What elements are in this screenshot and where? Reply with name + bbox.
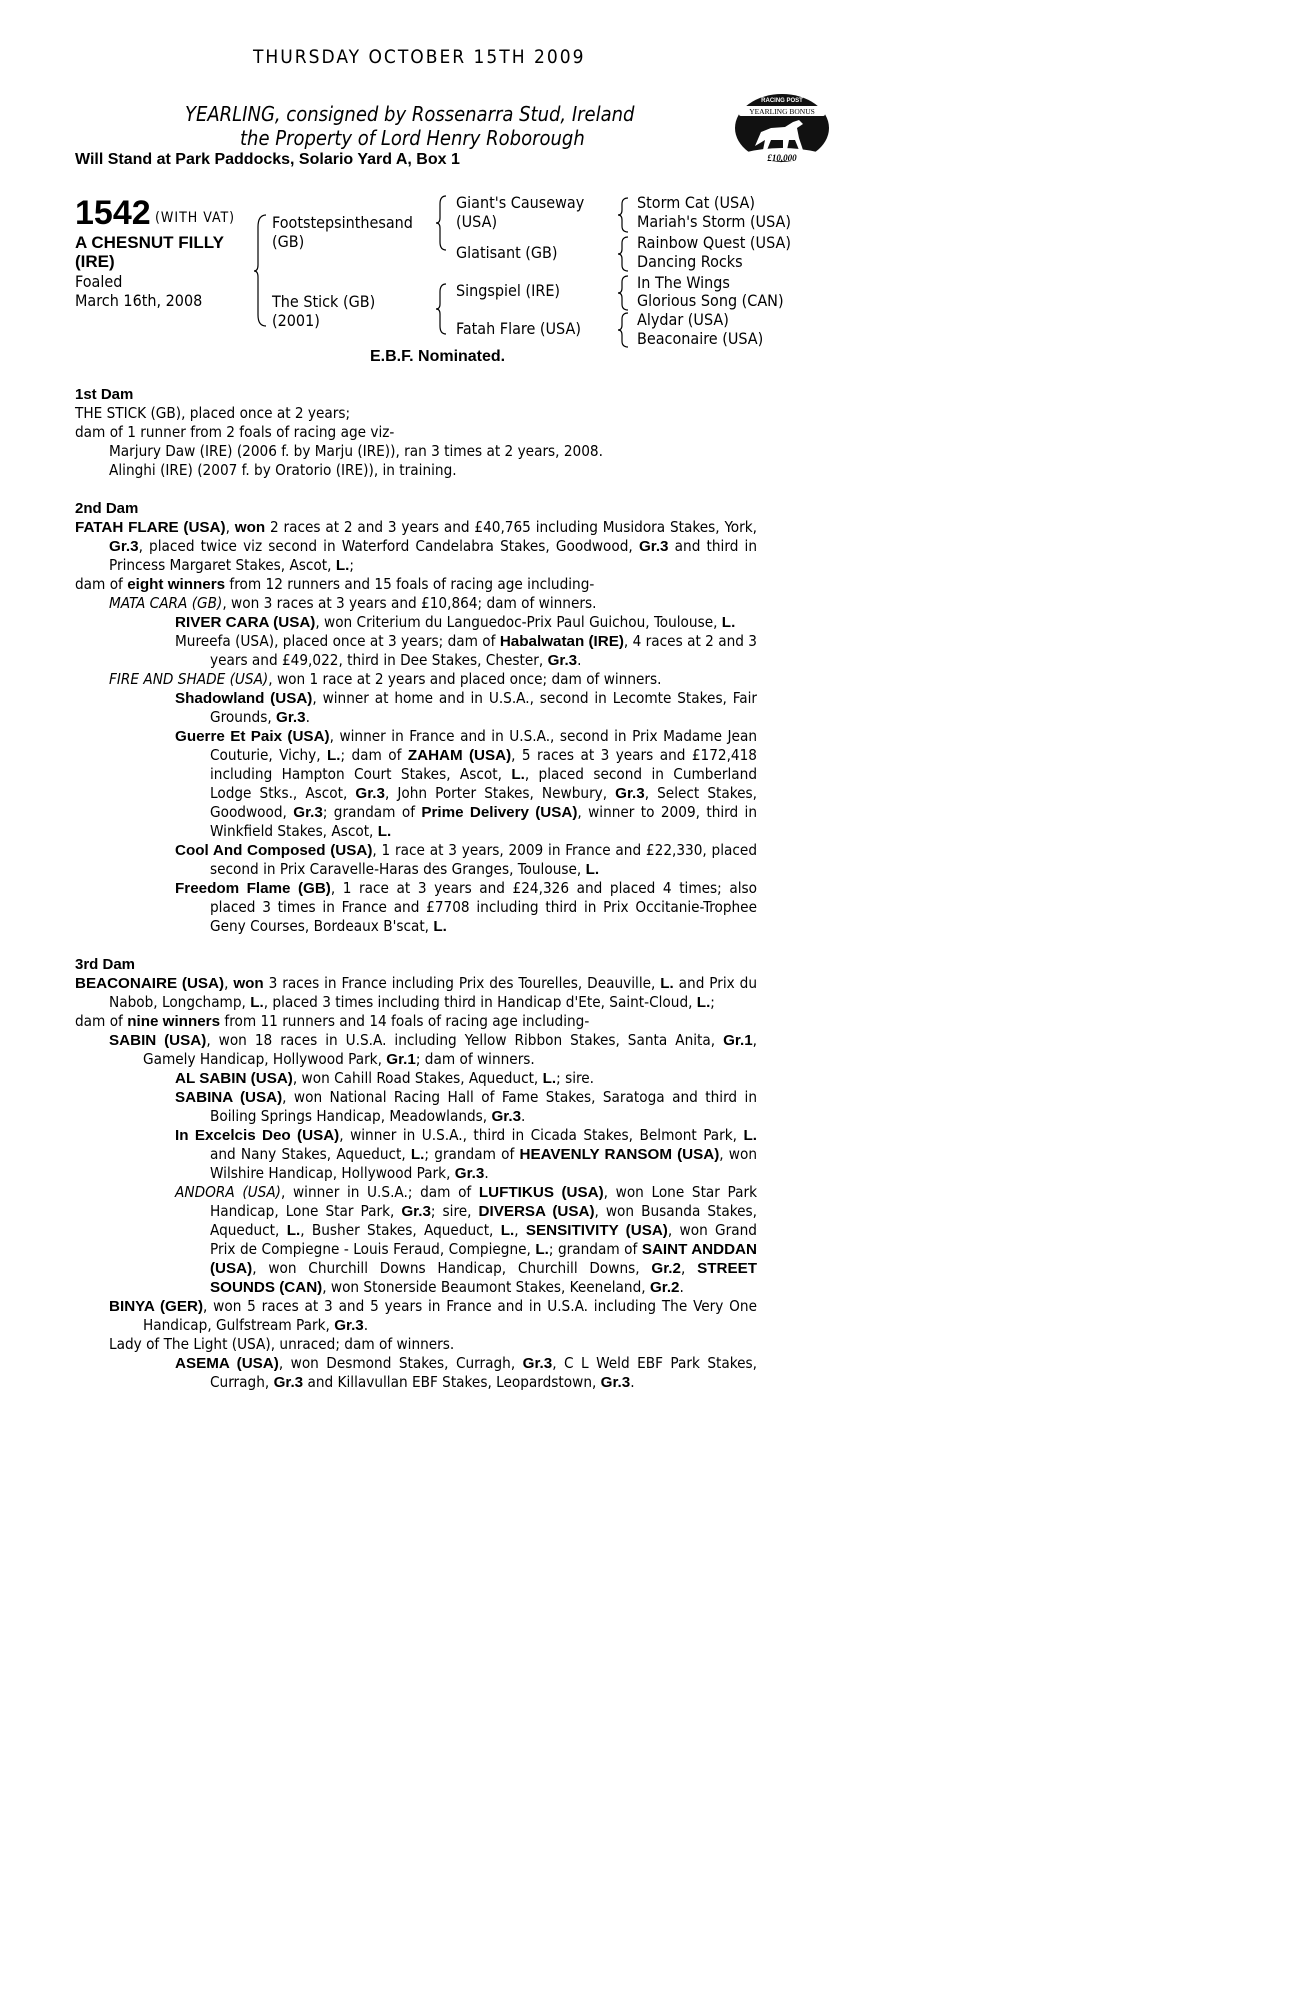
pedigree-bracket-dam — [436, 282, 448, 336]
pedigree-bracket-sire — [436, 194, 448, 252]
foaled-info — [75, 272, 202, 310]
produce-item: Freedom Flame (GB), 1 race at 3 years and £24,326 and placed 4 times; also placed 3 times in France and £7708 including third in Prix Occitanie-Trophee Geny Courses, Bordeaux B'scat, L. — [175, 879, 758, 935]
sale-date: THURSDAY OCTOBER 15TH 2009 — [253, 46, 586, 68]
first-dam-heading: 1st Dam — [75, 386, 134, 403]
property-line: the Property of Lord Henry Roborough — [240, 126, 585, 150]
pedigree-dam — [272, 292, 375, 330]
produce-item: BINYA (GER), won 5 races at 3 and 5 years in France and in U.S.A. including The Very One Handicap, Gulfstream Park, Gr.3. — [109, 1297, 757, 1334]
produce-item: Mureefa (USA), placed once at 3 years; dam of Habalwatan (IRE), 4 races at 2 and 3 years and £49,022, third in Dee Stakes, Chester, Gr.3. — [175, 632, 757, 669]
pedigree-dam-year: (2001) — [272, 311, 320, 330]
pedigree-dss: In The Wings — [637, 273, 730, 292]
produce-item: SABIN (USA), won 18 races in U.S.A. including Yellow Ribbon Stakes, Santa Anita, Gr.1, Gamely Handicap, Hollywood Park, Gr.1; dam of winners. — [109, 1031, 757, 1068]
first-dam-produce-summary: dam of 1 runner from 2 foals of racing age viz- — [75, 423, 395, 441]
pedigree-sire-name: Footstepsinthesand — [272, 213, 413, 232]
pedigree-sss: Storm Cat (USA) — [637, 193, 755, 212]
pedigree-bracket-sd — [618, 235, 630, 273]
badge-amount-text: £10,000 — [767, 153, 797, 163]
pedigree-sire-dam: Glatisant (GB) — [456, 243, 558, 262]
pedigree-sds: Rainbow Quest (USA) — [637, 233, 791, 252]
pedigree-dsd: Glorious Song (CAN) — [637, 291, 784, 310]
pedigree-bracket-ds — [618, 274, 630, 312]
produce-item: Alinghi (IRE) (2007 f. by Oratorio (IRE)), in training. — [109, 461, 457, 479]
yearling-bonus-badge-icon — [733, 92, 831, 168]
produce-item: Guerre Et Paix (USA), winner in France and in U.S.A., second in Prix Madame Jean Couturie, Vichy, L.; dam of ZAHAM (USA), 5 races at 3 years and £172,418 including Hampton Court Stakes, Ascot, L., placed second in Cumberland Lodge Stks., Ascot, Gr.3, John Porter Stakes, Newbury, Gr.3, Select Stakes, Goodwood, Gr.3; grandam of Prime Delivery (USA), winner to 2009, third in Winkfield Stakes, Ascot, L. — [175, 727, 757, 840]
third-dam-entry: BEACONAIRE (USA), won 3 races in France including Prix des Tourelles, Deauville, L. and Prix du Nabob, Longchamp, L., placed 3 times including third in Handicap d'Ete, Saint-Cloud, L.; — [75, 974, 757, 1011]
catalogue-body — [75, 385, 757, 1392]
pedigree-bracket-dd — [618, 311, 630, 349]
produce-item: In Excelcis Deo (USA), winner in U.S.A., third in Cicada Stakes, Belmont Park, L. and Nany Stakes, Aqueduct, L.; grandam of HEAVENLY RANSOM (USA), won Wilshire Handicap, Hollywood Park, Gr.3. — [175, 1126, 757, 1182]
first-dam-line: THE STICK (GB), placed once at 2 years; — [75, 404, 351, 422]
badge-top-text: RACING POST — [761, 98, 803, 104]
second-dam-produce-summary: dam of eight winners from 12 runners and 15 foals of racing age including- — [75, 575, 595, 593]
produce-item: Shadowland (USA), winner at home and in U.S.A., second in Lecomte Stakes, Fair Grounds, Gr.3. — [175, 689, 758, 726]
lot-number: 1542 — [75, 194, 151, 232]
pedigree-sire-country: (GB) — [272, 232, 305, 251]
pedigree-ddd: Beaconaire (USA) — [637, 329, 764, 348]
badge-middle-text: YEARLING BONUS — [749, 107, 815, 116]
pedigree-dam-name: The Stick (GB) — [272, 292, 376, 311]
produce-item: Cool And Composed (USA), 1 race at 3 years, 2009 in France and £22,330, placed second in Prix Caravelle-Haras des Granges, Toulouse, L. — [175, 841, 758, 878]
pedigree-sire — [272, 213, 413, 251]
foaled-date: March 16th, 2008 — [75, 291, 203, 310]
produce-item: RIVER CARA (USA), won Criterium du Languedoc-Prix Paul Guichou, Toulouse, L. — [175, 613, 736, 631]
pedigree-dds: Alydar (USA) — [637, 310, 729, 329]
lot-description-line1: A CHESNUT FILLY — [75, 233, 224, 252]
pedigree-dam-dam: Fatah Flare (USA) — [456, 319, 581, 338]
second-dam-entry: FATAH FLARE (USA), won 2 races at 2 and 3 years and £40,765 including Musidora Stakes, York, Gr.3, placed twice viz second in Waterford Candelabra Stakes, Goodwood, Gr.3 and third in Princess Margaret Stakes, Ascot, L.; — [75, 518, 757, 574]
produce-item: ANDORA (USA), winner in U.S.A.; dam of LUFTIKUS (USA), won Lone Star Park Handicap, Lone Star Park, Gr.3; sire, DIVERSA (USA), won Busanda Stakes, Aqueduct, L., Busher Stakes, Aqueduct, L., SENSITIVITY (USA), won Grand Prix de Compiegne - Louis Feraud, Compiegne, L.; grandam of SAINT ANDDAN (USA), won Churchill Downs Handicap, Churchill Downs, Gr.2, STREET SOUNDS (CAN), won Stonerside Beaumont Stakes, Keeneland, Gr.2. — [175, 1183, 758, 1296]
lot-description — [75, 233, 255, 271]
produce-item: SABINA (USA), won National Racing Hall of Fame Stakes, Saratoga and third in Boiling Springs Handicap, Meadowlands, Gr.3. — [175, 1088, 757, 1125]
produce-item: MATA CARA (GB), won 3 races at 3 years and £10,864; dam of winners. — [109, 594, 597, 612]
pedigree-sire-sire — [456, 193, 584, 231]
ebf-nominated: E.B.F. Nominated. — [370, 348, 506, 365]
third-dam-heading: 3rd Dam — [75, 956, 136, 973]
pedigree-bracket-ss — [618, 196, 630, 234]
produce-item: ASEMA (USA), won Desmond Stakes, Curragh, Gr.3, C L Weld EBF Park Stakes, Curragh, Gr.3 and Killavullan EBF Stakes, Leopardstown, Gr.3. — [175, 1354, 757, 1391]
produce-item: Lady of The Light (USA), unraced; dam of winners. — [109, 1335, 455, 1353]
consignor-line: YEARLING, consigned by Rossenarra Stud, Ireland — [185, 102, 635, 126]
pedigree-ss-country: (USA) — [456, 212, 498, 231]
third-dam-produce-summary: dam of nine winners from 11 runners and 14 foals of racing age including- — [75, 1012, 590, 1030]
produce-item: Marjury Daw (IRE) (2006 f. by Marju (IRE)), ran 3 times at 2 years, 2008. — [109, 442, 603, 460]
pedigree-ssd: Mariah's Storm (USA) — [637, 212, 791, 231]
stand-location: Will Stand at Park Paddocks, Solario Yard A, Box 1 — [75, 151, 460, 168]
produce-item: AL SABIN (USA), won Cahill Road Stakes, Aqueduct, L.; sire. — [175, 1069, 595, 1087]
foaled-label: Foaled — [75, 272, 123, 291]
lot-vat-note: (WITH VAT) — [155, 210, 236, 226]
second-dam-heading: 2nd Dam — [75, 500, 139, 517]
pedigree-bracket-main — [254, 213, 268, 328]
pedigree-ss-name: Giant's Causeway — [456, 193, 585, 212]
pedigree-dam-sire: Singspiel (IRE) — [456, 281, 561, 300]
produce-item: FIRE AND SHADE (USA), won 1 race at 2 years and placed once; dam of winners. — [109, 670, 662, 688]
lot-description-line2: (IRE) — [75, 252, 115, 271]
pedigree-sdd: Dancing Rocks — [637, 252, 743, 271]
